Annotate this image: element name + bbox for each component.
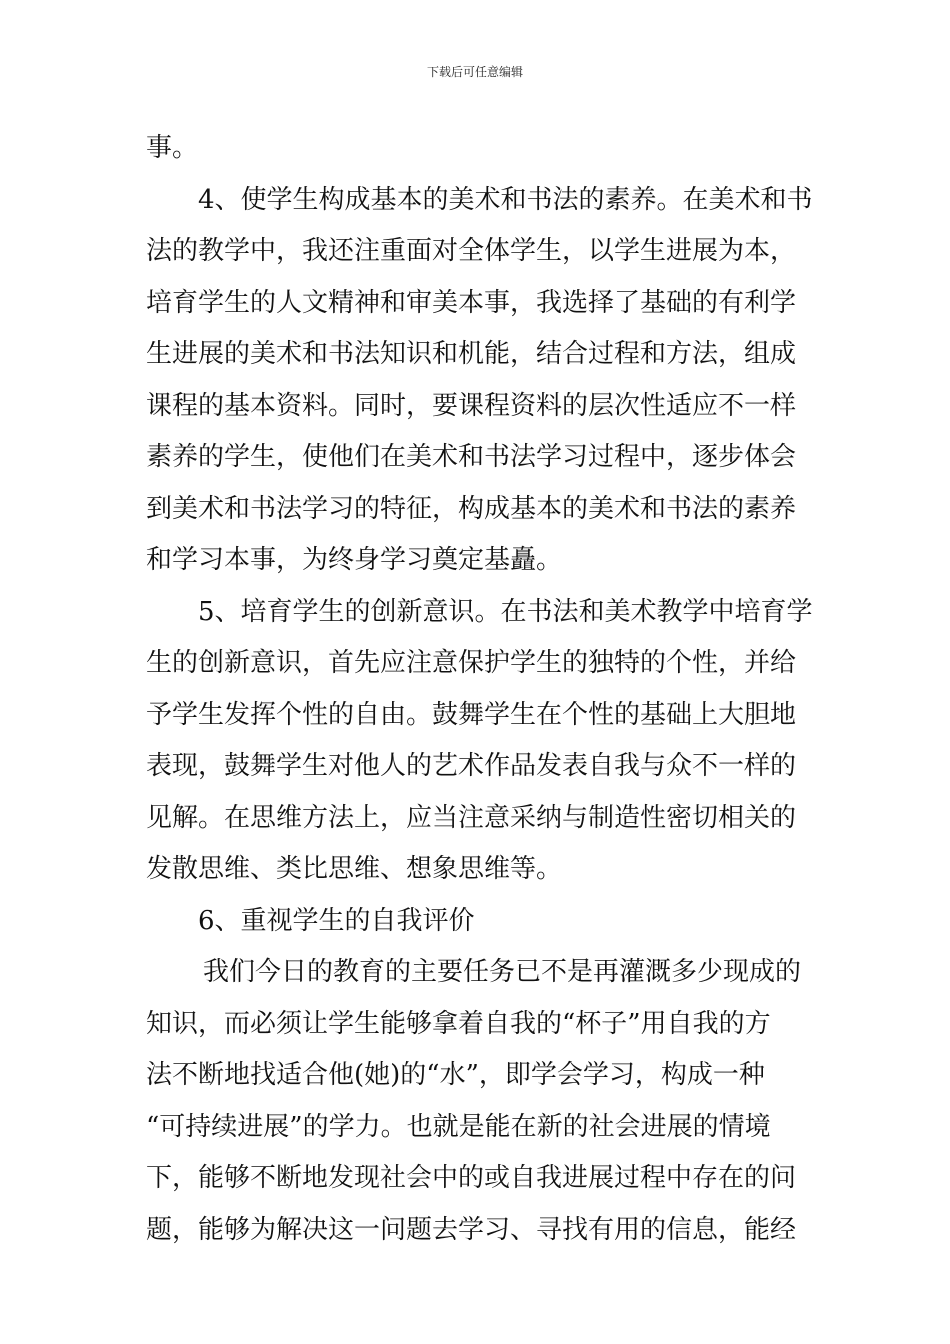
text-line: 课程的基本资料。同时，要课程资料的层次性适应不一样 <box>146 390 797 421</box>
text-line: 见解。在思维方法上，应当注意采纳与制造性密切相关的 <box>146 802 797 833</box>
text-line: 法的教学中，我还注重面对全体学生，以学生进展为本， <box>146 236 797 266</box>
text-line: 培育学生的人文精神和审美本事，我选择了基础的有利学 <box>146 287 797 318</box>
text-line: 到美术和书法学习的特征，构成基本的美术和书法的素养 <box>146 493 797 524</box>
text-line: 生的创新意识，首先应注意保护学生的独特的个性，并给 <box>146 648 797 678</box>
text-line: 和学习本事，为终身学习奠定基矗。 <box>146 545 563 575</box>
text-line: 予学生发挥个性的自由。鼓舞学生在个性的基础上大胆地 <box>146 699 797 730</box>
text-line: “可持续进展”的学力。也就是能在新的社会进展的情境 <box>146 1111 771 1142</box>
text-line: 知识，而必须让学生能够拿着自我的“杯子”用自我的方 <box>146 1008 771 1039</box>
page-header: 下载后可任意编辑 <box>426 65 523 79</box>
text-line: 下，能够不断地发现社会中的或自我进展过程中存在的问 <box>146 1163 797 1193</box>
text-line: 表现，鼓舞学生对他人的艺术作品发表自我与众不一样的 <box>146 751 797 781</box>
document-body <box>146 123 813 1256</box>
text-line: 我们今日的教育的主要任务已不是再灌溉多少现成的 <box>203 957 802 987</box>
text-line: 素养的学生，使他们在美术和书法学习过程中，逐步体会 <box>146 442 797 472</box>
text-line: 6、重视学生的自我评价 <box>198 905 475 936</box>
text-line: 发散思维、类比思维、想象思维等。 <box>146 854 563 884</box>
text-line: 生进展的美术和书法知识和机能，结合过程和方法，组成 <box>146 339 797 369</box>
text-line: 法不断地找适合他(她)的“水”，即学会学习，构成一种 <box>146 1060 765 1090</box>
text-line: 事。 <box>146 133 199 163</box>
text-line: 4、使学生构成基本的美术和书法的素养。在美术和书 <box>198 184 813 215</box>
text-line: 题，能够为解决这一问题去学习、寻找有用的信息，能经 <box>146 1214 797 1245</box>
text-line: 5、培育学生的创新意识。在书法和美术教学中培育学 <box>198 596 813 627</box>
